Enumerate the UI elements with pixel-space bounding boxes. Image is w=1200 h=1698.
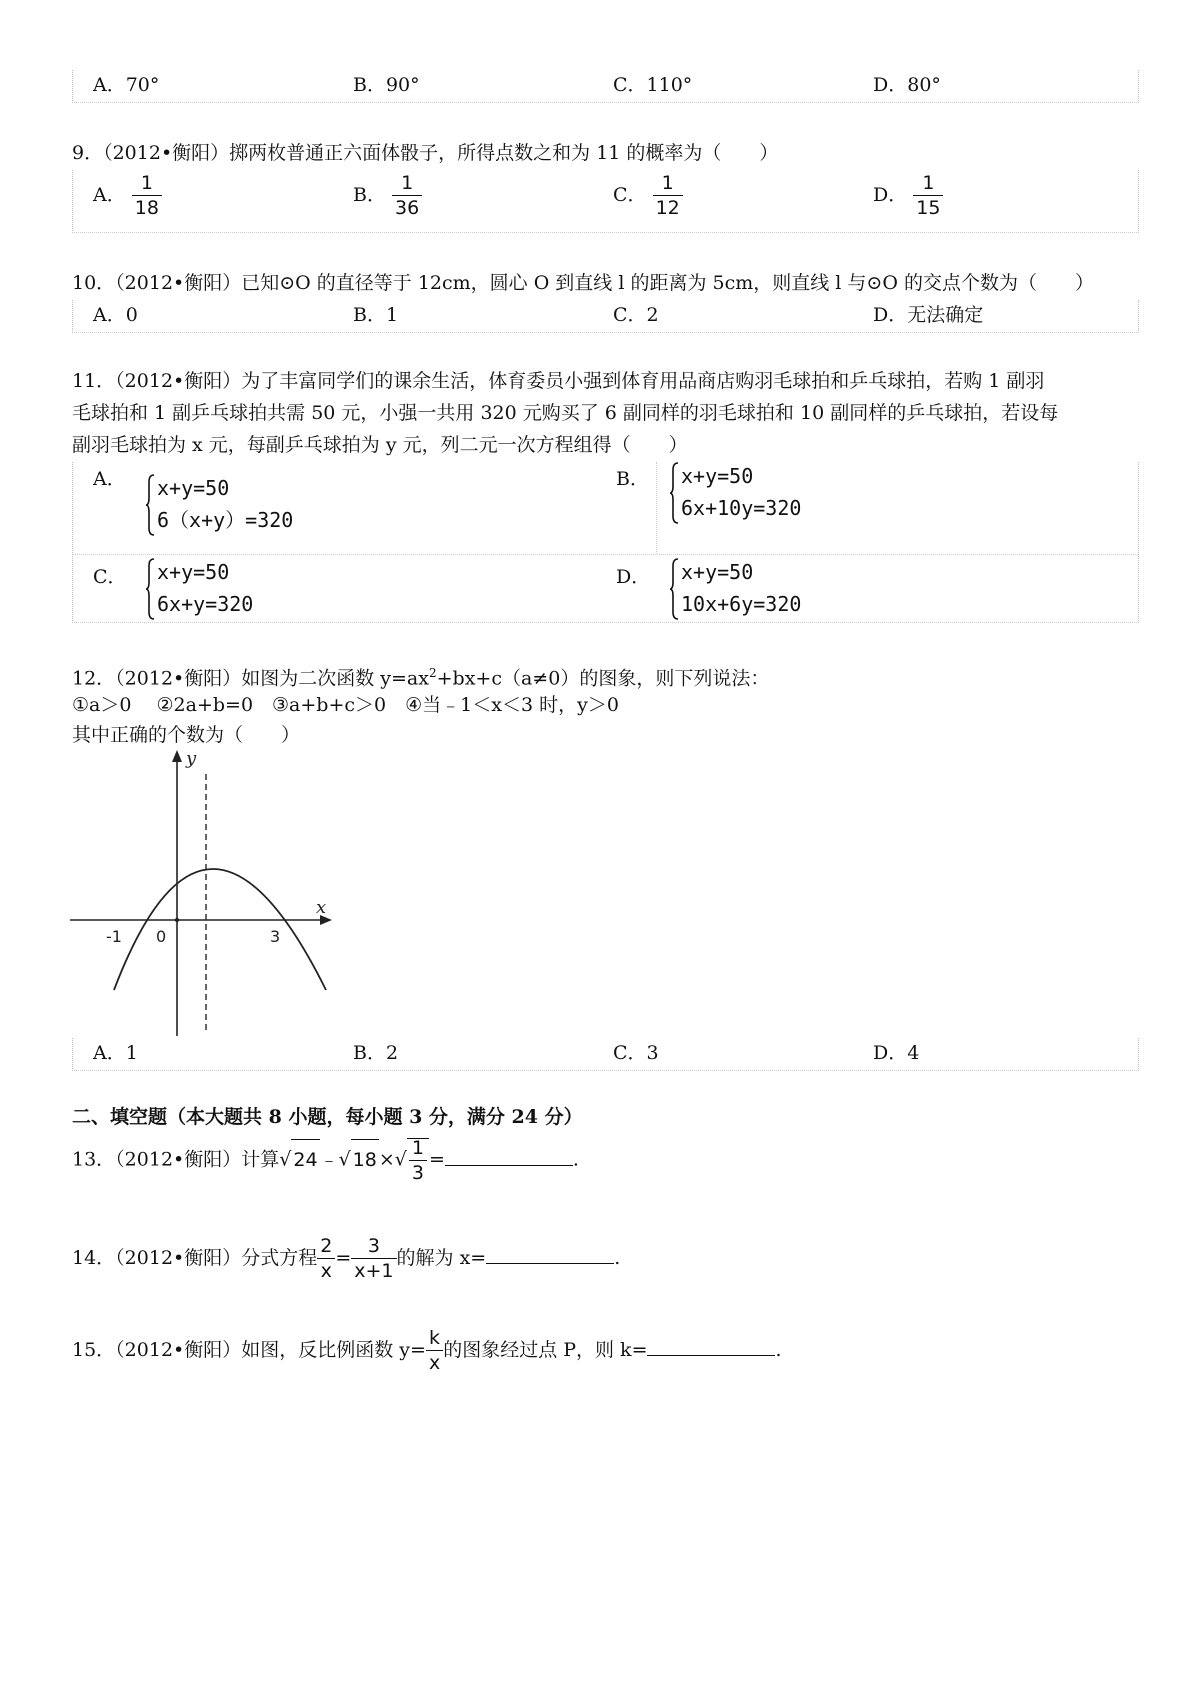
- q11-c-eq2: 6x+y=320: [157, 592, 254, 616]
- q13-numerator: 1: [409, 1139, 427, 1161]
- q11-row-divider: [73, 554, 1138, 555]
- q11-options: [72, 462, 1139, 623]
- q13-radicand-2: 18: [351, 1139, 379, 1180]
- brace-icon: [145, 474, 155, 536]
- q10-option-c[interactable]: C．2: [613, 304, 659, 326]
- q11-d-eq1: x+y=50: [681, 560, 754, 584]
- q9-d-numerator: 1: [913, 174, 943, 196]
- q11-label-d[interactable]: D．: [616, 566, 651, 588]
- q11-label-a[interactable]: A．: [93, 468, 126, 490]
- q10-stem: 10．（2012•衡阳）已知⊙O 的直径等于 12cm，圆心 O 到直线 l 的距离为 5cm，则直线 l 与⊙O 的交点个数为（ ）: [72, 272, 1094, 294]
- q12-option-d[interactable]: D．4: [873, 1042, 920, 1064]
- q9-option-b[interactable]: [353, 174, 422, 218]
- q9-a-denominator: 18: [134, 197, 159, 219]
- q10-option-b[interactable]: B．1: [353, 304, 399, 326]
- q15-end: .: [775, 1339, 782, 1361]
- q14-pre: 14．（2012•衡阳）分式方程: [72, 1247, 318, 1269]
- q11-label-c[interactable]: C．: [93, 566, 127, 588]
- q11-col-divider: [656, 462, 657, 554]
- q12-ask: 其中正确的个数为（ ）: [72, 724, 301, 746]
- q9-fraction-d: [913, 174, 943, 218]
- q9-label-d: D．: [873, 184, 908, 206]
- q11-system-c: [157, 556, 253, 620]
- sqrt-icon: √: [338, 1148, 351, 1171]
- q15-line: [72, 1328, 782, 1373]
- origin-point: [175, 918, 179, 922]
- q13-end: .: [572, 1148, 579, 1171]
- q14-post: 的解为 x=: [396, 1247, 487, 1269]
- brace-icon: [669, 558, 679, 620]
- q9-fraction-c: [653, 174, 683, 218]
- q14-fraction-1: [317, 1237, 335, 1281]
- q14-answer-blank[interactable]: [486, 1247, 614, 1264]
- q9-fraction-b: [392, 174, 422, 218]
- q14-f1-numerator: 2: [317, 1237, 335, 1259]
- q11-system-b: [681, 460, 801, 524]
- q9-label-b: B．: [353, 184, 386, 206]
- q9-a-numerator: 1: [132, 174, 162, 196]
- tick-label-three: 3: [270, 927, 281, 946]
- q15-post: 的图象经过点 P，则 k=: [443, 1339, 648, 1361]
- q10-options: [72, 300, 1139, 333]
- q9-c-numerator: 1: [653, 174, 683, 196]
- q9-b-denominator: 36: [395, 197, 420, 219]
- x-axis-label: x: [316, 897, 327, 918]
- q9-option-a[interactable]: [93, 174, 162, 218]
- q9-option-c[interactable]: [613, 174, 683, 218]
- q9-option-d[interactable]: [873, 174, 943, 218]
- q13-radicand-1: 24: [291, 1139, 319, 1180]
- q12-statements: ①a＞0 ②2a+b=0 ③a+b+c＞0 ④当﹣1＜x＜3 时，y＞0: [72, 694, 619, 716]
- q15-numerator: k: [426, 1329, 443, 1351]
- q12-stem-sup: 2: [428, 666, 437, 680]
- q10-option-a[interactable]: A．0: [93, 304, 138, 326]
- q14-f1-denominator: x: [320, 1260, 332, 1282]
- q12-option-a[interactable]: A．1: [93, 1042, 138, 1064]
- q12-stem-post: +bx+c（a≠0）的图象，则下列说法：: [436, 667, 770, 690]
- q9-stem: 9．（2012•衡阳）掷两枚普通正六面体骰子，所得点数之和为 11 的概率为（ ）: [72, 142, 779, 164]
- y-axis-label: y: [186, 748, 197, 769]
- q13-pre: 13．（2012•衡阳）计算: [72, 1148, 280, 1171]
- q9-d-denominator: 15: [916, 197, 941, 219]
- q13-times: ×: [378, 1148, 395, 1171]
- q11-b-eq1: x+y=50: [681, 464, 754, 488]
- q12-option-b[interactable]: B．2: [353, 1042, 399, 1064]
- q13-minus: ﹣: [319, 1148, 339, 1171]
- q8-option-a[interactable]: A．70°: [93, 74, 160, 96]
- q15-fraction: [426, 1329, 443, 1373]
- q12-stem-pre: 12．（2012•衡阳）如图为二次函数 y=ax: [72, 667, 429, 690]
- q13-equals: =: [428, 1148, 445, 1171]
- q11-stem-line1: 11．（2012•衡阳）为了丰富同学们的课余生活，体育委员小强到体育用品商店购羽毛球拍和乒乓球拍，若购 1 副羽: [72, 370, 1045, 392]
- q15-answer-blank[interactable]: [647, 1339, 775, 1356]
- q12-parabola-graph: [70, 746, 340, 1036]
- q11-stem-line2: 毛球拍和 1 副乒乓球拍共需 50 元，小强一共用 320 元购买了 6 副同样的羽毛球拍和 10 副同样的乒乓球拍，若设每: [72, 402, 1059, 424]
- q15-denominator: x: [428, 1352, 441, 1374]
- q14-end: .: [614, 1247, 621, 1269]
- q11-b-eq2: 6x+10y=320: [681, 496, 802, 520]
- parabola-curve: [114, 869, 326, 990]
- brace-icon: [669, 462, 679, 524]
- q13-answer-blank[interactable]: [445, 1149, 573, 1166]
- q11-c-eq1: x+y=50: [157, 560, 230, 584]
- tick-label-neg1: -1: [106, 927, 122, 946]
- q14-eq: =: [335, 1247, 352, 1269]
- q10-option-d[interactable]: D．无法确定: [873, 304, 984, 326]
- q8-options: [72, 70, 1139, 103]
- q14-line: [72, 1236, 620, 1281]
- q9-c-denominator: 12: [655, 197, 680, 219]
- q13-fraction: [407, 1138, 429, 1183]
- q12-option-c[interactable]: C．3: [613, 1042, 659, 1064]
- q11-system-a: [157, 472, 293, 536]
- q11-a-eq1: x+y=50: [157, 476, 230, 500]
- q14-fraction-2: [351, 1237, 396, 1281]
- q11-system-d: [681, 556, 801, 620]
- section-2-title: 二、填空题（本大题共 8 小题，每小题 3 分，满分 24 分）: [72, 1106, 583, 1128]
- q9-b-numerator: 1: [392, 174, 422, 196]
- q13-line: [72, 1138, 579, 1183]
- q8-option-b[interactable]: B．90°: [353, 74, 420, 96]
- q12-stem: [72, 660, 769, 691]
- tick-label-zero: 0: [156, 927, 167, 946]
- q15-pre: 15．（2012•衡阳）如图，反比例函数 y=: [72, 1339, 426, 1361]
- q11-d-eq2: 10x+6y=320: [681, 592, 802, 616]
- q9-label-a: A．: [93, 184, 126, 206]
- brace-icon: [145, 558, 155, 620]
- q11-label-b[interactable]: B．: [616, 468, 649, 490]
- q8-option-c[interactable]: C．110°: [613, 74, 693, 96]
- q8-option-d[interactable]: D．80°: [873, 74, 941, 96]
- y-axis-arrow-icon: [172, 750, 182, 762]
- q14-f2-denominator: x+1: [354, 1260, 394, 1282]
- q9-label-c: C．: [613, 184, 647, 206]
- q11-stem-line3: 副羽毛球拍为 x 元，每副乒乓球拍为 y 元，列二元一次方程组得（ ）: [72, 434, 688, 456]
- q13-denominator: 3: [411, 1162, 424, 1184]
- sqrt-icon: √: [279, 1148, 292, 1171]
- sqrt-icon: √: [394, 1148, 407, 1171]
- q9-options: [72, 170, 1139, 233]
- q14-f2-numerator: 3: [351, 1237, 396, 1259]
- q9-fraction-a: [132, 174, 162, 218]
- q12-options: [72, 1038, 1139, 1071]
- q11-a-eq2: 6（x+y）=320: [157, 508, 294, 532]
